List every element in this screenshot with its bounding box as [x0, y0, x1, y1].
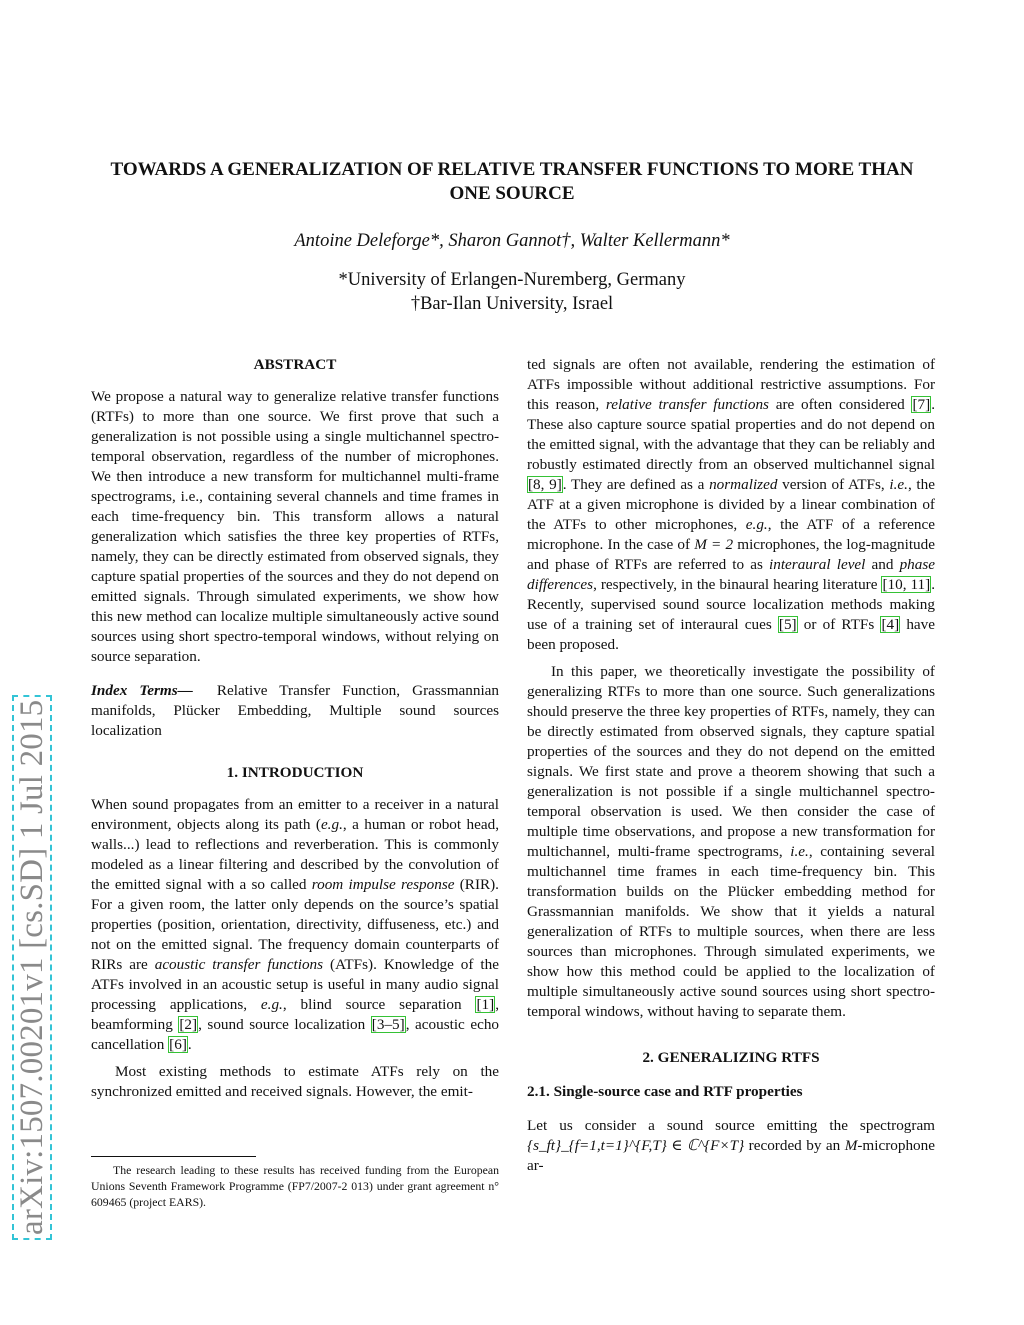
intro-paragraph-4: In this paper, we theoretically investigate the possibility of generalizing RTFs to more than one source. Such generalizations should preserve the three key properties of RTFs, namely, they can be directly estimated from observed signals, they capture spatial properties of the sources and they do not depend on the emitted signals. We first state and prove a theorem showing that such a generalization is not possible if a single multichannel spectro-temporal observation is used. We then consider the case of multiple time observations, and propose a new transformation for multichannel, multi-frame spectrograms, i.e., containing several multichannel time frames in each time-frequency bin. This transformation builds on the Plücker embedding method for Grassmannian manifolds. We show that it yields a natural generalization of RTFs to multiple sources, when there are less sources than microphones. Through simulated experiments, we show how this method could be applied to the localization of multiple simultaneously active sound sources using short spectro-temporal windows, without having to separate them.: [527, 663, 935, 1020]
citation-link[interactable]: [2]: [179, 1016, 198, 1033]
author-list: Antoine Deleforge*, Sharon Gannot†, Walter Kellermann*: [294, 231, 730, 251]
intro-paragraph-2: Most existing methods to estimate ATFs rely on the synchronized emitted and received signals. However, the emit-: [91, 1063, 499, 1100]
intro-paragraph-3: ted signals are often not available, rendering the estimation of ATFs impossible without additional restrictive assumptions. For this reason, relative transfer functions are often considered [7]. These also capture source spatial properties and do not depend on the emitted signal, with the advantage that they can be reliably and robustly estimated directly from an observed multichannel signal [8, 9]. They are defined as a normalized version of ATFs, i.e., the ATF at a given microphone is divided by a linear combination of the ATFs to other microphones, e.g., the ATF of a reference microphone. In the case of M = 2 microphones, the log-magnitude and phase of RTFs are referred to as interaural level and phase differences, respectively, in the binaural hearing literature [10, 11]. Recently, supervised sound source localization methods making use of a training set of interaural cues [5] or of RTFs [4] have been proposed.: [527, 356, 936, 653]
section-2-paragraph-1: Let us consider a sound source emitting the spectrogram {s_ft}_{f=1,t=1}^{F,T} ∈ ℂ^{F×T} recorded by an M-microphone ar-: [527, 1117, 935, 1174]
abstract-text: We propose a natural way to generalize relative transfer functions (RTFs) to more than one source. We first prove that such a generalization is not possible using a single multichannel spectro-temporal observation, regardless of the number of microphones. We then introduce a new transform for multichannel multi-frame spectrograms, i.e., containing several channels and time frames in each time-frequency bin. This transform allows a natural generalization which satisfies the three key properties of RTFs, namely, they can be directly estimated from observed signals, they capture spatial properties of the sources and they do not depend on emitted signals. Through simulated experiments, we show how this new method can localize multiple simultaneously active sound sources using short spectro-temporal windows, without relying on source separation.: [91, 388, 499, 665]
section-2-heading: 2. GENERALIZING RTFS: [642, 1049, 820, 1066]
arxiv-stamp: arXiv:1507.00201v1 [cs.SD] 1 Jul 2015: [14, 340, 51, 1240]
funding-footnote: The research leading to these results has received funding from the European Unions Seventh Framework Programme (FP7/2007-2 013) under grant agreement n° 609465 (project EARS).: [91, 1163, 499, 1209]
citation-link[interactable]: [3–5]: [371, 1016, 405, 1033]
index-terms-label: Index Terms—: [91, 682, 193, 699]
math-m: M: [844, 1137, 858, 1154]
subsection-2-1-heading: 2.1. Single-source case and RTF properties: [527, 1083, 803, 1100]
index-terms-text: Relative Transfer Function, Grassmannian manifolds, Plücker Embedding, Multiple sound sources localization: [91, 682, 500, 739]
citation-link[interactable]: [5]: [778, 616, 797, 633]
intro-paragraph-1: When sound propagates from an emitter to a receiver in a natural environment, objects along its path (e.g., a human or robot head, walls...) lead to reflections and reverberation. This is commonly modeled as a linear filtering and described by the convolution of the emitted signal with a so called room impulse response (RIR). For a given room, the latter only depends on the source’s spatial properties (position, orientation, directivity, diffuseness, etc.) and not on the emitted signal. The frequency domain counterparts of RIRs are acoustic transfer functions (ATFs). Knowledge of the ATFs involved in an acoustic setup is useful in many audio signal processing applications, e.g., blind source separation [1], beamforming [2], sound source localization [3–5], acoustic echo cancellation [6].: [91, 796, 500, 1053]
affiliation-bar-ilan: †Bar-Ilan University, Israel: [410, 294, 614, 314]
index-terms: [91, 681, 499, 741]
math-spectrogram: {s_ft}_{f=1,t=1}^{F,T} ∈ ℂ^{F×T}: [527, 1137, 745, 1154]
citation-link[interactable]: [7]: [912, 396, 931, 413]
abstract-heading: ABSTRACT: [253, 356, 337, 373]
left-column: [91, 355, 499, 1109]
affiliations: [100, 268, 924, 316]
paper-title: TOWARDS A GENERALIZATION OF RELATIVE TRANSFER FUNCTIONS TO MORE THAN ONE SOURCE: [110, 159, 914, 204]
citation-link[interactable]: [10, 11]: [882, 576, 931, 593]
citation-link[interactable]: [1]: [476, 996, 495, 1013]
right-column: [527, 355, 935, 1183]
affiliation-erlangen: *University of Erlangen-Nuremberg, Germany: [338, 270, 686, 290]
intro-heading: 1. INTRODUCTION: [226, 764, 364, 781]
citation-link[interactable]: [4]: [881, 616, 900, 633]
footnote-divider: [91, 1156, 256, 1157]
citation-link[interactable]: [6]: [169, 1036, 187, 1053]
math-m-equals-2: M = 2: [694, 536, 734, 553]
citation-link[interactable]: [8, 9]: [528, 476, 562, 493]
